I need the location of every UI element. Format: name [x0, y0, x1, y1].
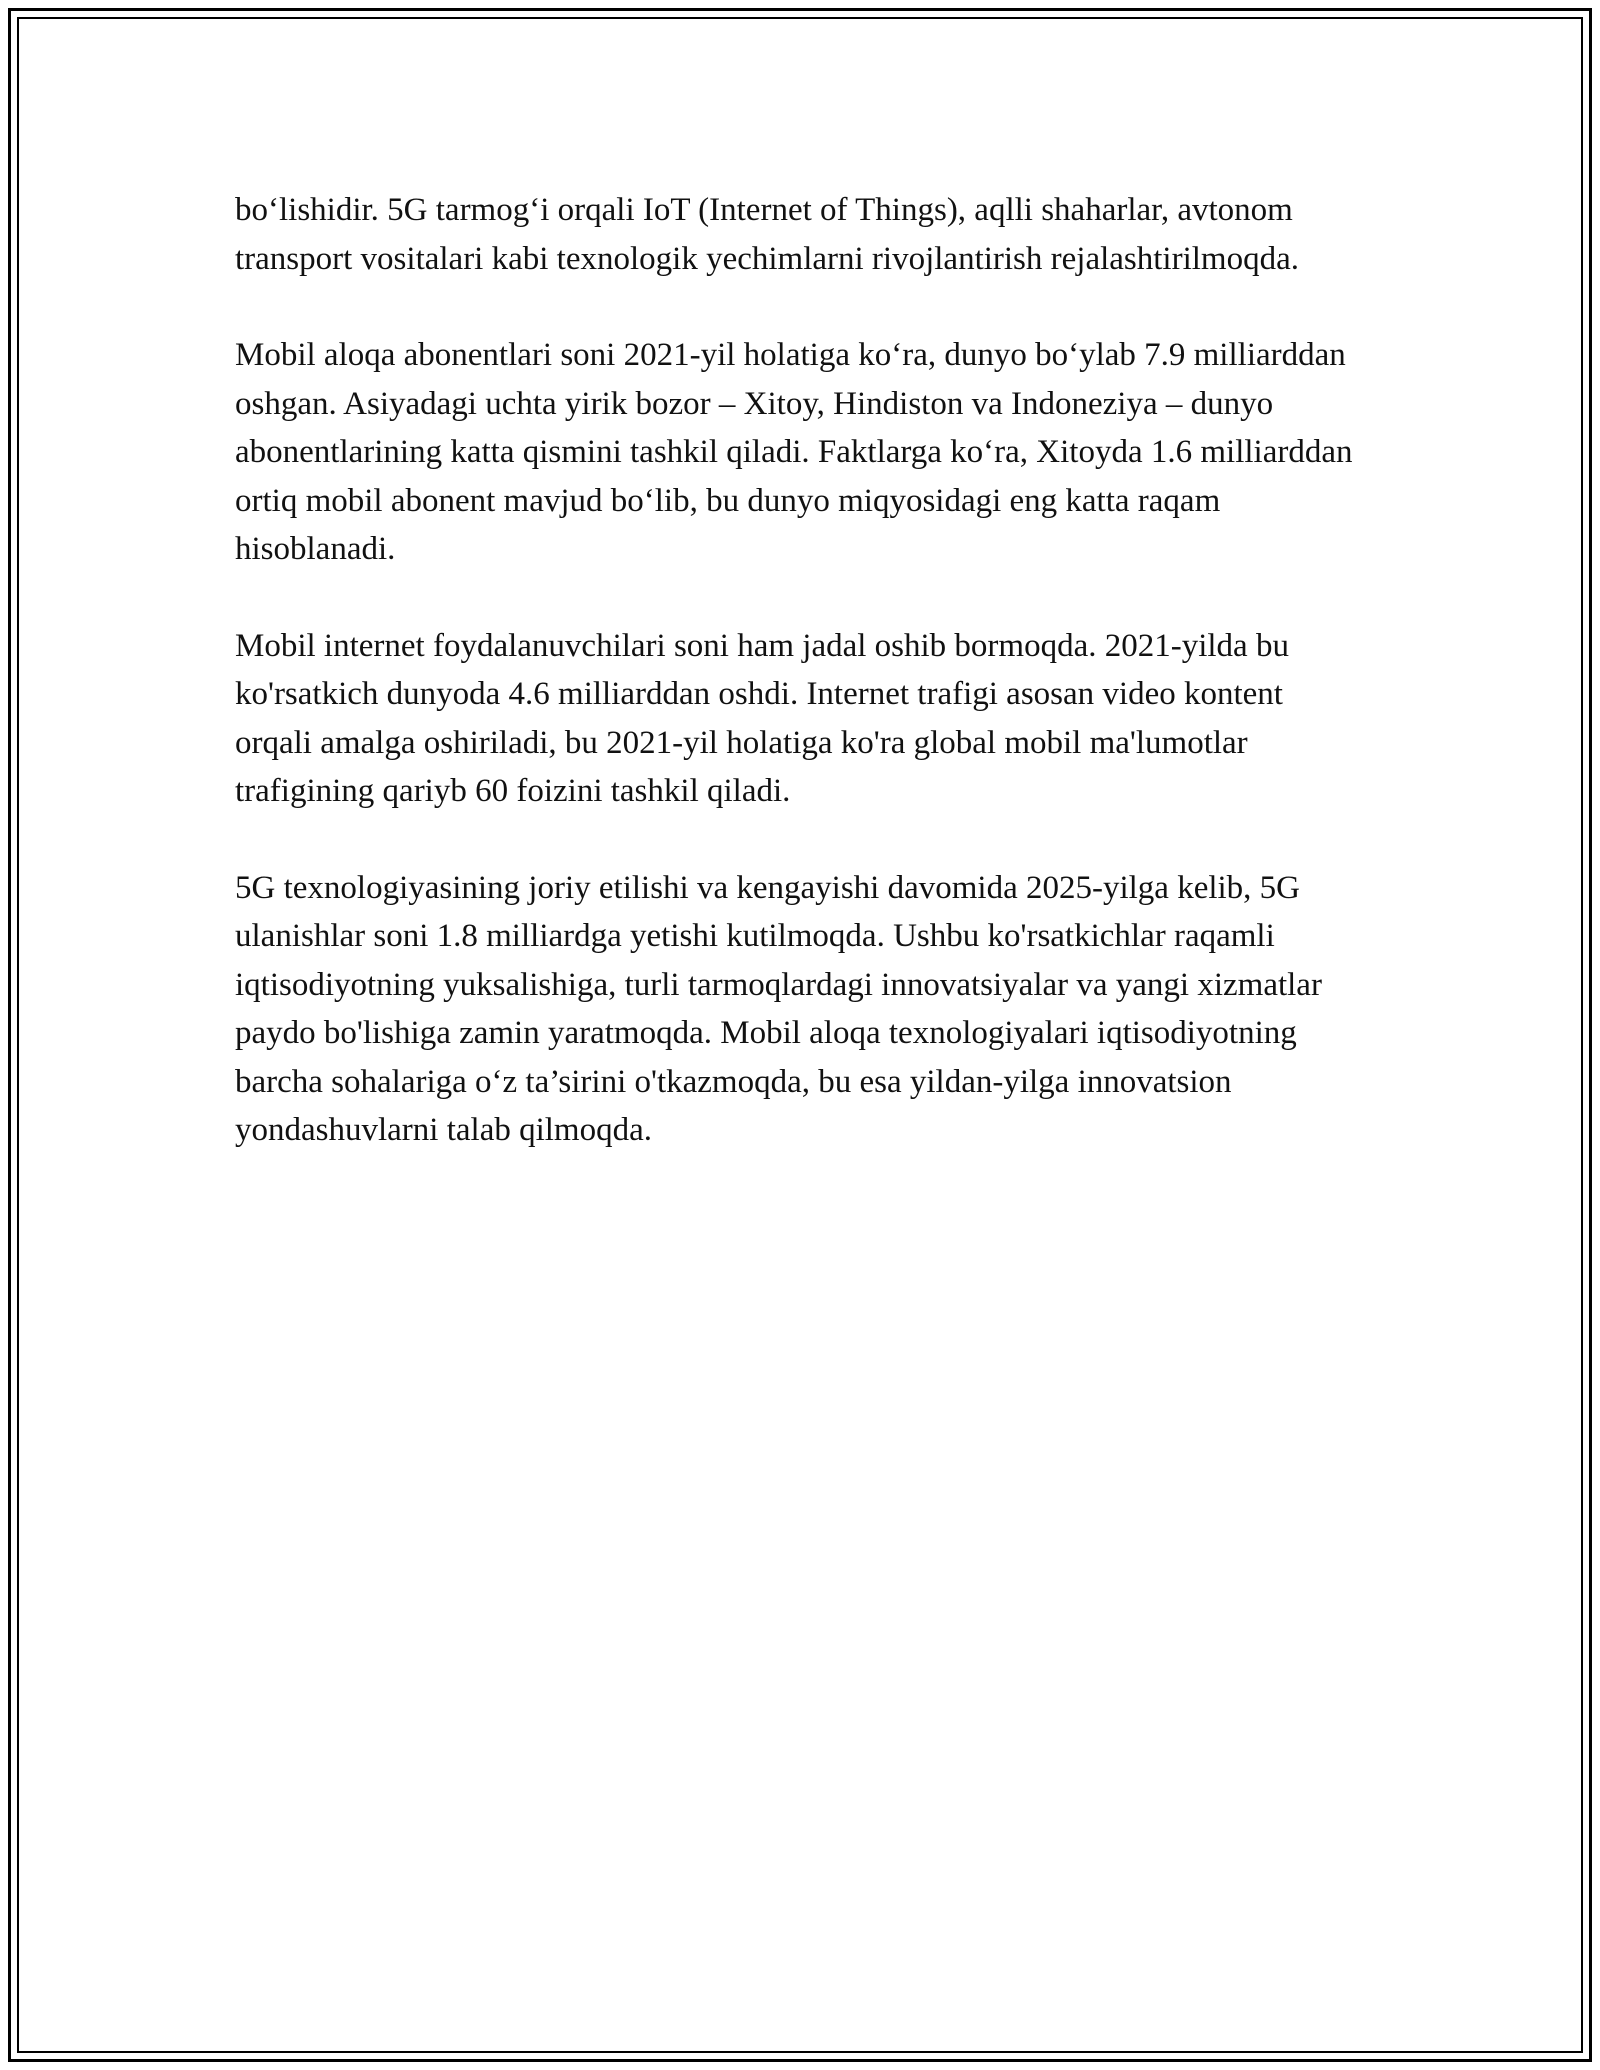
paragraph-3: Mobil internet foydalanuvchilari soni ham jadal oshib bormoqda. 2021-yilda bu ko'rsatkich dunyoda 4.6 milliarddan oshdi. Internet trafigi asosan video kontent orqali amalga oshiriladi, bu 2021-yil holatiga ko'ra global mobil ma'lumotlar trafigining qariyb 60 foizini tashkil qiladi.	[235, 627, 1289, 809]
paragraph-2: Mobil aloqa abonentlari soni 2021-yil holatiga ko‘ra, dunyo bo‘ylab 7.9 milliarddan oshgan. Asiyadagi uchta yirik bozor – Xitoy, Hindiston va Indoneziya – dunyo abonentlarining katta qismini tashkil qiladi. Faktlarga ko‘ra, Xitoyda 1.6 milliarddan ortiq mobil abonent mavjud bo‘lib, bu dunyo miqyosidagi eng katta raqam hisoblanadi.	[235, 337, 1353, 567]
paragraph-4: 5G texnologiyasining joriy etilishi va kengayishi davomida 2025-yilga kelib, 5G ulanishlar soni 1.8 milliardga yetishi kutilmoqda. Ushbu ko'rsatkichlar raqamli iqtisodiyotning yuksalishiga, turli tarmoqlardagi innovatsiyalar va yangi xizmatlar paydo bo'lishiga zamin yaratmoqda. Mobil aloqa texnologiyalari iqtisodiyotning barcha sohalariga o‘z ta’sirini o'tkazmoqda, bu esa yildan-yilga innovatsion yondashuvlarni talab qilmoqda.	[235, 869, 1322, 1148]
paragraph-1: bo‘lishidir. 5G tarmog‘i orqali IoT (Internet of Things), aqlli shaharlar, avtonom transport vositalari kabi texnologik yechimlarni rivojlantirish rejalashtirilmoqda.	[235, 192, 1299, 277]
document-body	[235, 186, 1365, 1203]
